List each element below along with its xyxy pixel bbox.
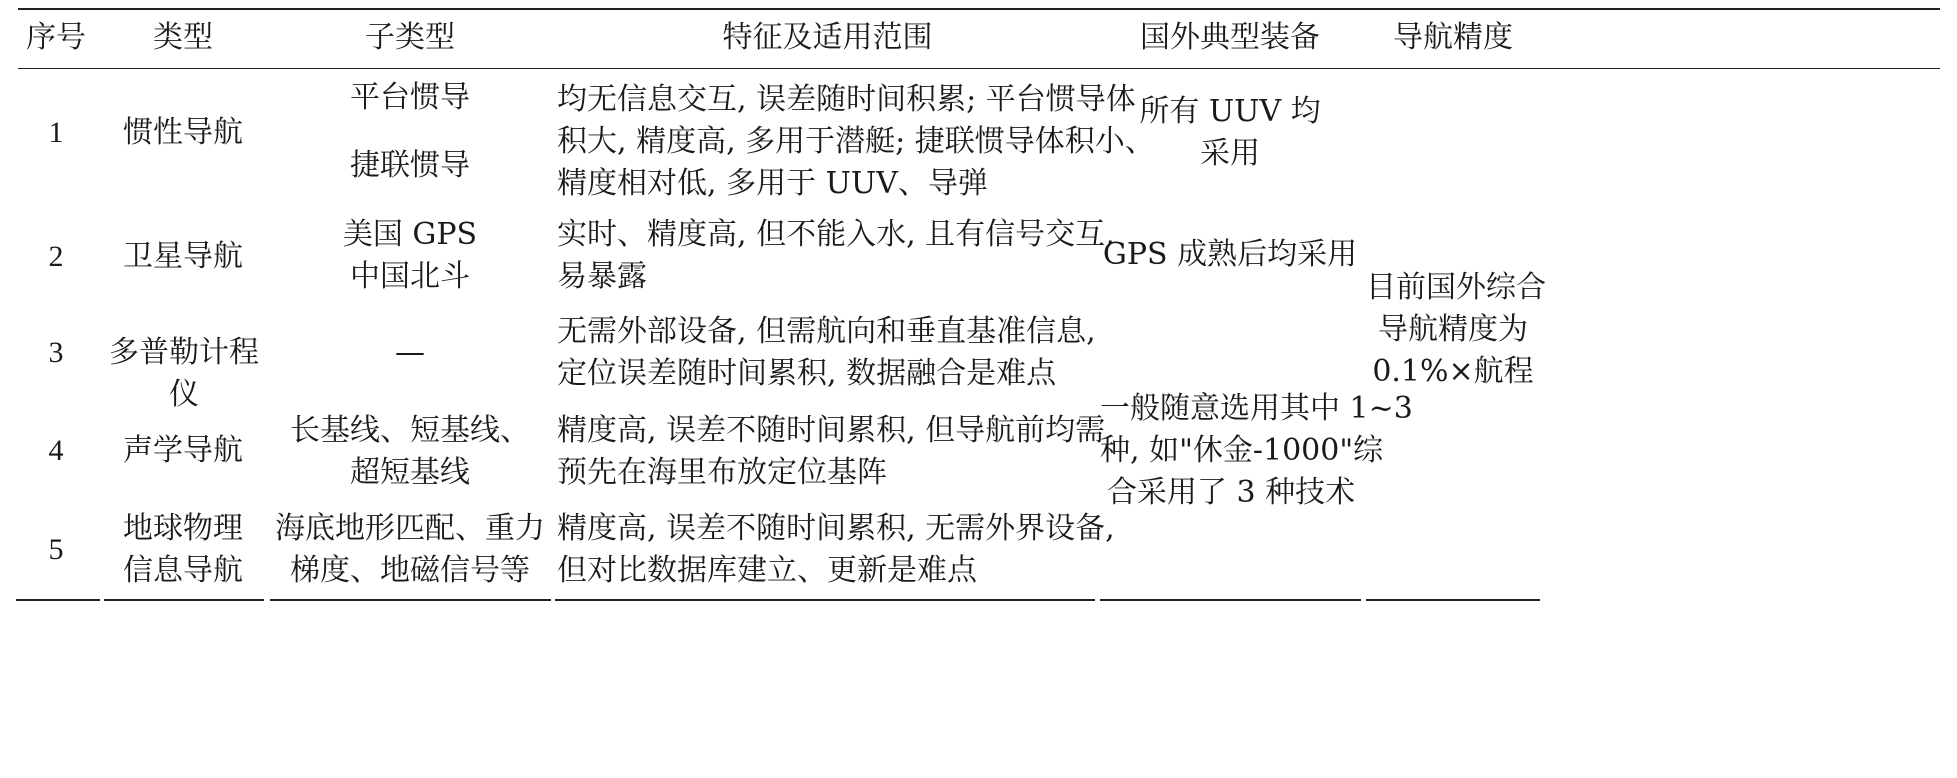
row-subtype: 长基线、短基线、 超短基线: [290, 413, 530, 490]
row-subtype: 美国 GPS 中国北斗: [342, 217, 478, 294]
header-features: 特征及适用范围: [722, 20, 933, 55]
row-subtype: —: [395, 335, 425, 370]
row-features: 精度高, 误差不随时间累积, 但导航前均需 预先在海里布放定位基阵: [557, 413, 1106, 490]
row-number: 3: [48, 336, 64, 369]
row-subtype: 平台惯导: [350, 80, 470, 115]
header-type: 类型: [153, 20, 213, 55]
row-subtype: 捷联惯导: [350, 148, 470, 183]
row-type: 地球物理 信息导航: [123, 511, 243, 588]
header-accuracy: 导航精度: [1393, 20, 1513, 55]
row-subtype: 海底地形匹配、重力 梯度、地磁信号等: [275, 511, 545, 588]
row-type: 多普勒计程仪: [109, 335, 259, 412]
row-type: 卫星导航: [123, 239, 243, 274]
row-equipment: GPS 成熟后均采用: [1102, 237, 1358, 272]
row-type: 惯性导航: [123, 115, 243, 150]
equipment-merged-cell: 一般随意选用其中 1~3 种, 如"休金-1000"综 合采用了 3 种技术: [1100, 391, 1413, 510]
top-rule: [18, 8, 1940, 10]
row-number: 4: [48, 434, 64, 467]
header-rule: [18, 68, 1940, 69]
row-features: 精度高, 误差不随时间累积, 无需外界设备, 但对比数据库建立、更新是难点: [557, 511, 1115, 588]
row-number: 5: [48, 533, 64, 566]
row-features: 无需外部设备, 但需航向和垂直基准信息, 定位误差随时间累积, 数据融合是难点: [557, 314, 1096, 391]
header-subtype: 子类型: [365, 20, 455, 55]
row-features: 均无信息交互, 误差随时间积累; 平台惯导体 积大, 精度高, 多用于潜艇; 捷联惯导体积小、 精度相对低, 多用于 UUV、导弹: [557, 82, 1155, 201]
header-no: 序号: [26, 20, 86, 55]
row-type: 声学导航: [123, 433, 243, 468]
accuracy-merged-cell: 目前国外综合 导航精度为 0.1%×航程: [1366, 270, 1546, 389]
header-equipment: 国外典型装备: [1140, 20, 1320, 55]
row-number: 1: [48, 116, 64, 149]
row-equipment: 所有 UUV 均 采用: [1139, 94, 1321, 171]
row-number: 2: [48, 240, 64, 273]
row-features: 实时、精度高, 但不能入水, 且有信号交互, 易暴露: [557, 217, 1115, 294]
